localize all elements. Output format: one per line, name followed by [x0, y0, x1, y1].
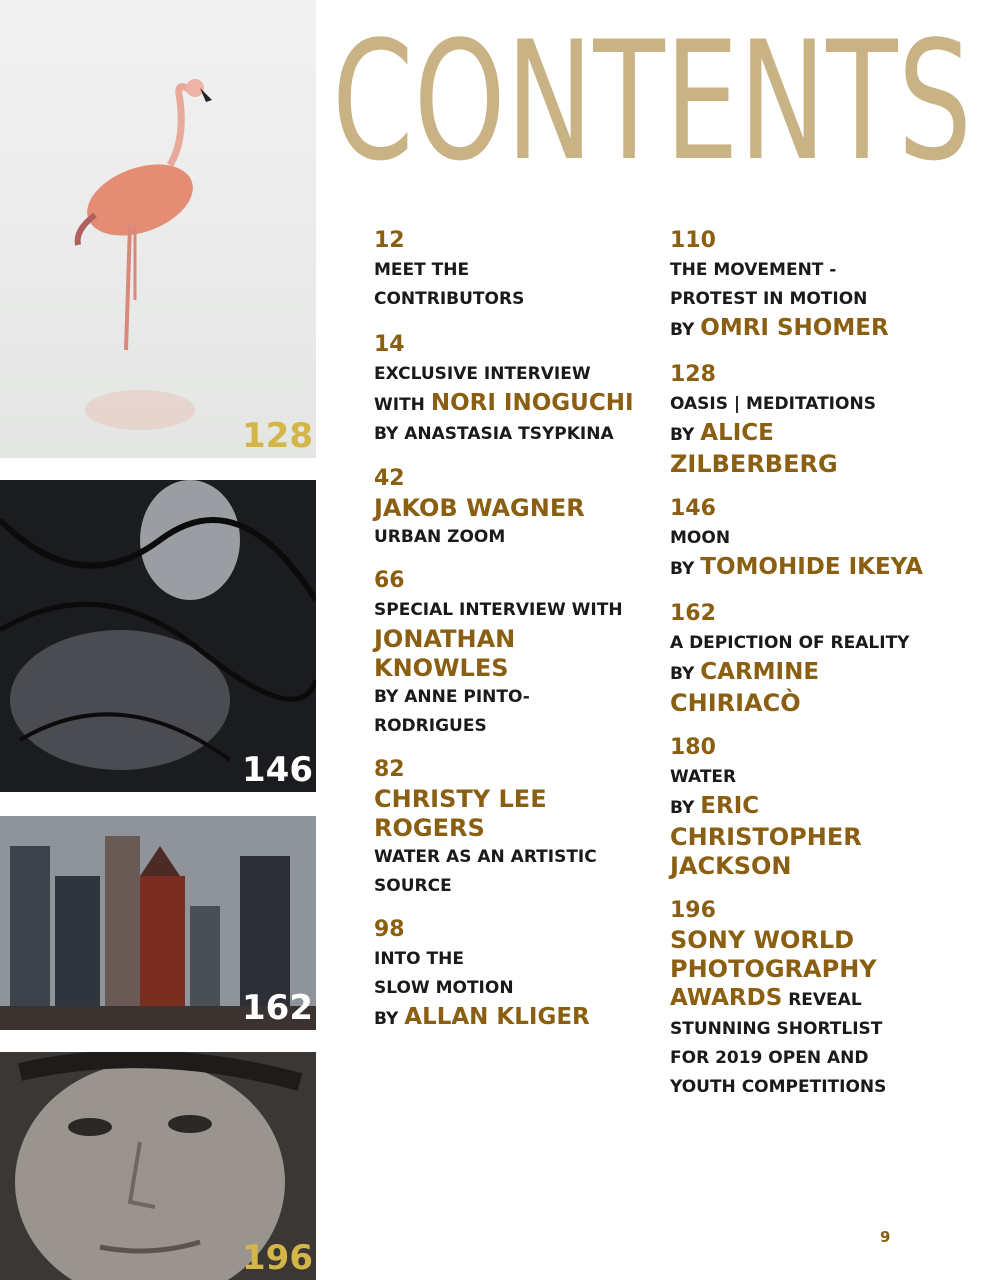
entry-name: ALLAN KLIGER — [404, 1004, 590, 1030]
contents-entry[interactable] — [670, 360, 970, 479]
entry-name: OMRI SHOMER — [700, 315, 889, 341]
entry-line: PROTEST IN MOTION — [670, 289, 868, 309]
entry-text: BY — [670, 559, 701, 579]
entry-text: BY — [670, 320, 701, 340]
entry-line — [670, 792, 970, 823]
entry-line — [374, 1003, 654, 1034]
entry-name: KNOWLES — [374, 654, 509, 682]
entry-line: CONTRIBUTORS — [374, 289, 525, 309]
entry-line — [670, 658, 970, 689]
entry-name: CHIRIACÒ — [670, 689, 801, 717]
contents-entry[interactable] — [374, 330, 654, 449]
entry-name: ROGERS — [374, 814, 485, 842]
contents-entry[interactable] — [374, 755, 654, 901]
entry-line: YOUTH COMPETITIONS — [670, 1077, 887, 1097]
entry-name: ZILBERBERG — [670, 450, 838, 478]
entry-page-number: 162 — [670, 601, 716, 626]
entry-page-number: 110 — [670, 228, 716, 253]
portrait-hair-icon — [0, 480, 316, 792]
entry-name: AWARDS — [670, 985, 783, 1011]
entry-name: CHRISTOPHER — [670, 823, 862, 851]
entry-page-number: 42 — [374, 466, 405, 491]
entry-page-number: 82 — [374, 757, 405, 782]
title-text: CONTENTS — [332, 22, 972, 172]
entry-line: RODRIGUES — [374, 716, 487, 736]
entry-name: CHRISTY LEE — [374, 785, 547, 813]
contents-entry[interactable] — [374, 915, 654, 1034]
entry-name: PHOTOGRAPHY — [670, 955, 877, 983]
entry-text: BY — [670, 425, 701, 445]
entry-line: SOURCE — [374, 876, 452, 896]
contents-entry[interactable] — [374, 566, 654, 741]
entry-line — [670, 984, 970, 1015]
entry-line — [670, 553, 970, 584]
entry-line: BY ANNE PINTO- — [374, 687, 530, 707]
entry-name: ALICE — [700, 420, 774, 446]
entry-text: BY — [670, 798, 701, 818]
contents-entry[interactable] — [670, 494, 970, 584]
entry-text: BY — [670, 664, 701, 684]
photo-page-number: 128 — [242, 416, 313, 456]
entry-line — [670, 419, 970, 450]
contents-entry[interactable] — [670, 599, 970, 718]
contents-right-column — [670, 226, 970, 1102]
contents-entry[interactable] — [670, 226, 970, 345]
entry-line: OASIS | MEDITATIONS — [670, 394, 876, 414]
photo-page-number: 146 — [242, 750, 313, 790]
photo-portrait-hair — [0, 480, 316, 792]
entry-line — [374, 389, 654, 420]
entry-name: ERIC — [700, 793, 760, 819]
entry-name: JAKOB WAGNER — [374, 494, 585, 522]
photo-city — [0, 816, 316, 1030]
photo-page-number: 162 — [242, 988, 313, 1028]
entry-page-number: 128 — [670, 362, 716, 387]
entry-line: A DEPICTION OF REALITY — [670, 633, 910, 653]
entry-page-number: 12 — [374, 228, 405, 253]
flamingo-icon — [0, 0, 316, 458]
entry-line: EXCLUSIVE INTERVIEW — [374, 364, 591, 384]
entry-name: JONATHAN — [374, 625, 516, 653]
entry-line: URBAN ZOOM — [374, 527, 506, 547]
entry-page-number: 196 — [670, 898, 716, 923]
page-number: 9 — [880, 1228, 891, 1246]
contents-entry[interactable] — [374, 226, 654, 314]
contents-entry[interactable] — [374, 464, 654, 552]
entry-line: MOON — [670, 528, 731, 548]
entry-page-number: 180 — [670, 735, 716, 760]
photo-flamingo — [0, 0, 316, 458]
entry-text: REVEAL — [782, 990, 862, 1010]
entry-page-number: 14 — [374, 332, 405, 357]
entry-line: SPECIAL INTERVIEW WITH — [374, 600, 623, 620]
contents-entry[interactable] — [670, 733, 970, 881]
contents-left-column — [374, 226, 654, 1034]
entry-line: WATER AS AN ARTISTIC — [374, 847, 597, 867]
entry-line: THE MOVEMENT - — [670, 260, 837, 280]
entry-line: WATER — [670, 767, 737, 787]
entry-name: CARMINE — [700, 659, 820, 685]
entry-name: NORI INOGUCHI — [430, 390, 634, 416]
page-title — [332, 22, 972, 172]
entry-line: FOR 2019 OPEN AND — [670, 1048, 869, 1068]
entry-text: WITH — [374, 395, 431, 415]
entry-line: MEET THE — [374, 260, 470, 280]
entry-line: STUNNING SHORTLIST — [670, 1019, 883, 1039]
entry-page-number: 98 — [374, 917, 405, 942]
entry-page-number: 66 — [374, 568, 405, 593]
photo-page-number: 196 — [242, 1238, 313, 1278]
entry-text: BY — [374, 1009, 405, 1029]
entry-line — [670, 314, 970, 345]
entry-line: INTO THE — [374, 949, 464, 969]
entry-name: JACKSON — [670, 852, 792, 880]
entry-line: SLOW MOTION — [374, 978, 514, 998]
entry-name: SONY WORLD — [670, 926, 855, 954]
entry-page-number: 146 — [670, 496, 716, 521]
entry-name: TOMOHIDE IKEYA — [700, 554, 923, 580]
entry-line: BY ANASTASIA TSYPKINA — [374, 424, 614, 444]
photo-man-portrait — [0, 1052, 316, 1280]
contents-entry[interactable] — [670, 896, 970, 1102]
